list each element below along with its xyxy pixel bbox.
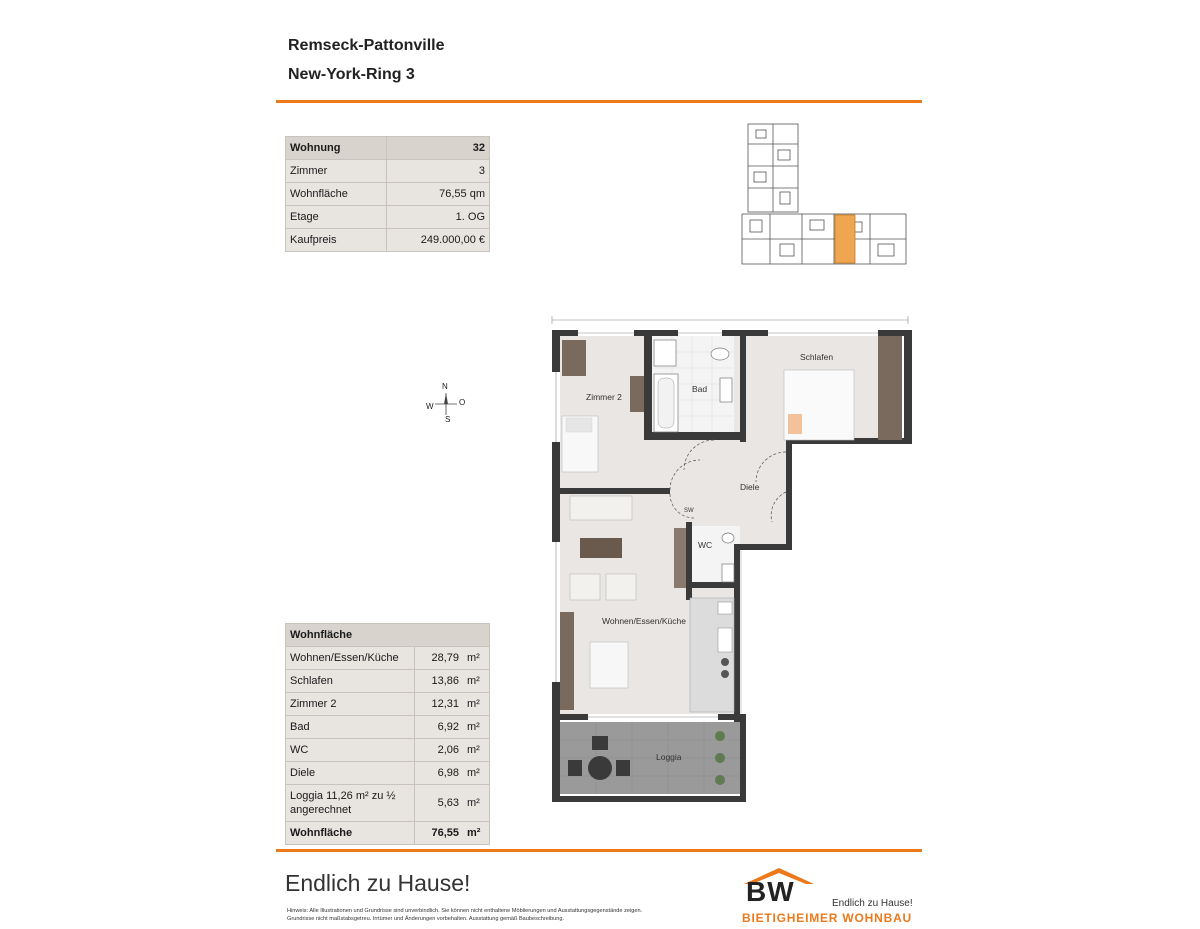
compass	[420, 382, 470, 432]
floor-plan	[548, 312, 918, 810]
area-label: Bad	[286, 716, 415, 739]
area-label: Zimmer 2	[286, 693, 415, 716]
area-value: 12,31	[415, 693, 464, 716]
table-row	[286, 183, 490, 206]
table-row	[286, 647, 490, 670]
area-unit: m²	[463, 647, 490, 670]
area-value: 13,86	[415, 670, 464, 693]
table-row	[286, 137, 490, 160]
compass-east: O	[459, 398, 466, 407]
row-label: Kaufpreis	[286, 229, 387, 252]
company-name: BIETIGHEIMER WOHNBAU	[742, 911, 912, 925]
area-value: 28,79	[415, 647, 464, 670]
table-row	[286, 785, 490, 822]
compass-north: N	[442, 382, 448, 391]
area-total-value: 76,55	[415, 822, 464, 845]
disclaimer-line: Hinweis: Alle Illustrationen und Grundrisse sind unverbindlich. Sie können nicht enthaltene Möblierungen und Ausstattungsgegenstände zeigen.	[287, 908, 643, 914]
area-total-label: Wohnfläche	[286, 822, 415, 845]
room-label-wc: WC	[698, 540, 713, 550]
row-value: 249.000,00 €	[387, 229, 490, 252]
room-label-schlafen: Schlafen	[800, 352, 834, 362]
table-row	[286, 160, 490, 183]
area-label: Loggia 11,26 m² zu ½ angerechnet	[286, 785, 415, 822]
disclaimer-line: Grundrisse nicht maßstabsgetreu. Irrtümer und Änderungen vorbehalten. Ausstattung gemäß Baubeschreibung.	[287, 916, 565, 922]
area-unit: m²	[463, 670, 490, 693]
area-value: 6,98	[415, 762, 464, 785]
row-label: Wohnung	[286, 137, 387, 160]
room-label-loggia: Loggia	[656, 752, 682, 762]
table-row-total	[286, 822, 490, 845]
area-table	[285, 623, 490, 845]
compass-rose-icon	[434, 392, 458, 416]
room-label-bad: Bad	[692, 384, 708, 394]
row-value: 76,55 qm	[387, 183, 490, 206]
area-unit: m²	[463, 716, 490, 739]
row-label: Etage	[286, 206, 387, 229]
row-value: 3	[387, 160, 490, 183]
area-table-title: Wohnfläche	[286, 624, 490, 647]
header-rule	[276, 100, 922, 103]
city-title: Remseck-Pattonville	[288, 37, 445, 54]
compass-west: W	[426, 402, 434, 411]
room-label-zimmer2: Zimmer 2	[586, 392, 622, 402]
footer-rule	[276, 849, 922, 852]
street-title: New-York-Ring 3	[288, 66, 415, 83]
row-value: 32	[387, 137, 490, 160]
row-value: 1. OG	[387, 206, 490, 229]
logo-letters: BW	[746, 876, 795, 907]
area-label: WC	[286, 739, 415, 762]
area-label: Diele	[286, 762, 415, 785]
table-row	[286, 206, 490, 229]
row-label: Zimmer	[286, 160, 387, 183]
disclaimer	[287, 907, 727, 923]
table-row	[286, 739, 490, 762]
apartment-info-table	[285, 136, 490, 252]
logo-tagline: Endlich zu Hause!	[832, 898, 913, 909]
company-logo	[740, 862, 920, 926]
highlighted-unit	[835, 215, 855, 263]
area-unit: m²	[463, 785, 490, 822]
table-row	[286, 229, 490, 252]
area-value: 5,63	[415, 785, 464, 822]
compass-south: S	[445, 415, 451, 424]
area-label: Schlafen	[286, 670, 415, 693]
building-overview-map	[740, 122, 908, 268]
area-label: Wohnen/Essen/Küche	[286, 647, 415, 670]
slogan: Endlich zu Hause!	[285, 870, 471, 896]
room-label-sw: SW	[684, 508, 694, 514]
room-label-diele: Diele	[740, 482, 760, 492]
furniture-kitchen	[690, 598, 734, 712]
table-row	[286, 624, 490, 647]
area-unit: m²	[463, 762, 490, 785]
room-label-wohnen: Wohnen/Essen/Küche	[602, 616, 686, 626]
area-total-unit: m²	[463, 822, 490, 845]
area-value: 6,92	[415, 716, 464, 739]
table-row	[286, 762, 490, 785]
table-row	[286, 716, 490, 739]
area-unit: m²	[463, 739, 490, 762]
table-row	[286, 693, 490, 716]
row-label: Wohnfläche	[286, 183, 387, 206]
area-value: 2,06	[415, 739, 464, 762]
area-unit: m²	[463, 693, 490, 716]
table-row	[286, 670, 490, 693]
